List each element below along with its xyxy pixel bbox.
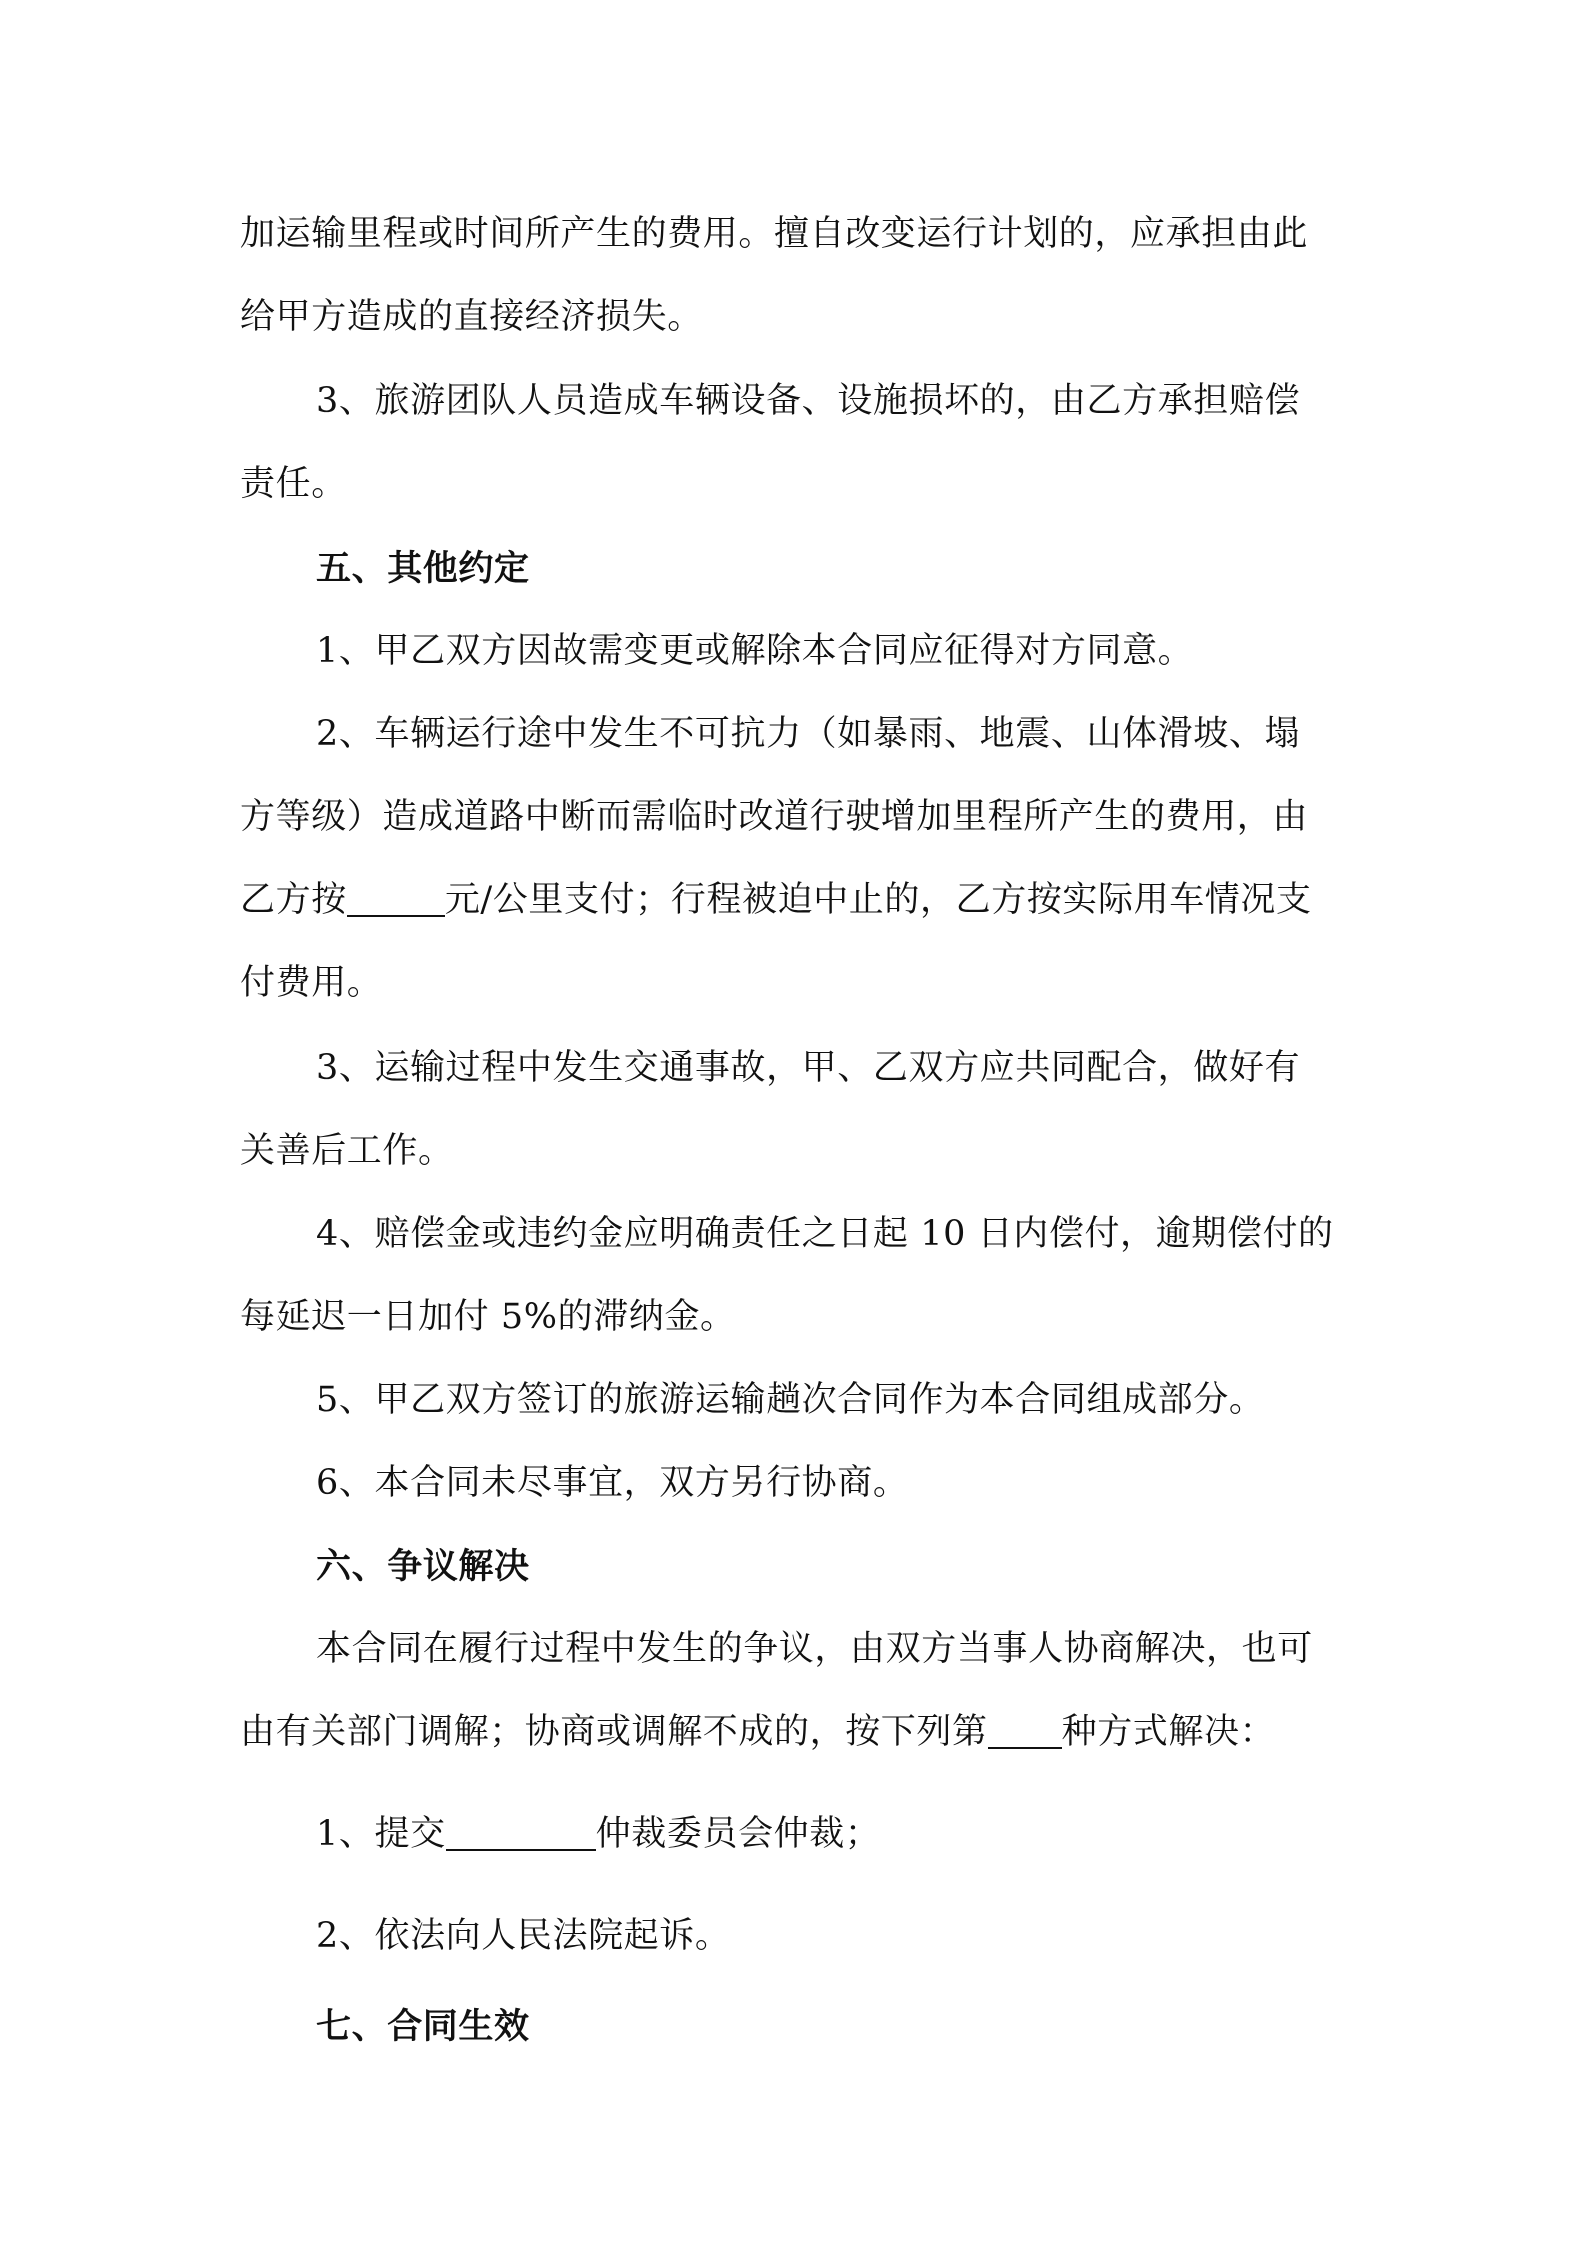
text-line: 2、车辆运行途中发生不可抗力（如暴雨、地震、山体滑坡、塌 — [316, 714, 1301, 754]
clause-5-3 — [240, 1027, 1350, 1193]
text-line: 2、依法向人民法院起诉。 — [316, 1916, 731, 1956]
text-line: 3、旅游团队人员造成车辆设备、设施损坏的，由乙方承担赔偿 — [316, 381, 1301, 421]
fill-in-blank — [988, 1713, 1062, 1749]
fill-in-blank — [347, 881, 445, 917]
clause-5-4 — [240, 1193, 1350, 1359]
clause-5-6 — [240, 1442, 1350, 1525]
text-line-with-blank — [240, 1691, 1350, 1774]
text-line-with-blank — [240, 859, 1350, 942]
section-heading: 五、其他约定 — [316, 548, 530, 589]
text-line-with-blank — [240, 1793, 1350, 1876]
text-segment: 种方式解决： — [1061, 1712, 1276, 1752]
text-line: 加运输里程或时间所产生的费用。擅自改变运行计划的，应承担由此 — [240, 214, 1309, 254]
text-segment: 乙方按 — [240, 880, 347, 920]
clause-5-2 — [240, 693, 1350, 1025]
clause-5-1 — [240, 610, 1350, 693]
section-6-heading — [240, 1525, 1350, 1608]
section-7-heading — [240, 1985, 1350, 2068]
text-line: 关善后工作。 — [240, 1131, 454, 1171]
text-line: 本合同在履行过程中发生的争议，由双方当事人协商解决，也可 — [316, 1629, 1313, 1669]
text-line: 1、甲乙双方因故需变更或解除本合同应征得对方同意。 — [316, 631, 1194, 671]
text-line: 每延迟一日加付 5%的滞纳金。 — [240, 1297, 736, 1337]
text-line: 3、运输过程中发生交通事故，甲、乙双方应共同配合，做好有 — [316, 1048, 1301, 1088]
text-segment: 1、提交 — [316, 1814, 446, 1854]
text-line: 4、赔偿金或违约金应明确责任之日起 10 日内偿付，逾期偿付的 — [316, 1214, 1334, 1254]
text-segment: 由有关部门调解；协商或调解不成的，按下列第 — [240, 1712, 988, 1752]
text-segment: 元/公里支付；行程被迫中止的，乙方按实际用车情况支 — [444, 880, 1312, 920]
clause-5-5 — [240, 1359, 1350, 1442]
text-line: 5、甲乙双方签订的旅游运输趟次合同作为本合同组成部分。 — [316, 1380, 1265, 1420]
clause-4-3 — [240, 360, 1350, 526]
text-line: 6、本合同未尽事宜，双方另行协商。 — [316, 1463, 909, 1503]
section-heading: 七、合同生效 — [316, 2006, 530, 2047]
clause-6-1 — [240, 1793, 1350, 1876]
text-line: 方等级）造成道路中断而需临时改道行驶增加里程所产生的费用，由 — [240, 797, 1309, 837]
text-line: 给甲方造成的直接经济损失。 — [240, 297, 703, 337]
clause-6-2 — [240, 1895, 1350, 1978]
section-5-heading — [240, 527, 1350, 610]
text-segment: 仲裁委员会仲裁； — [595, 1814, 881, 1854]
text-line: 付费用。 — [240, 963, 383, 1003]
section-heading: 六、争议解决 — [316, 1546, 530, 1587]
fill-in-blank — [446, 1815, 596, 1851]
paragraph-liability-continued — [240, 193, 1350, 359]
text-line: 责任。 — [240, 464, 347, 504]
clause-6-intro — [240, 1608, 1350, 1774]
